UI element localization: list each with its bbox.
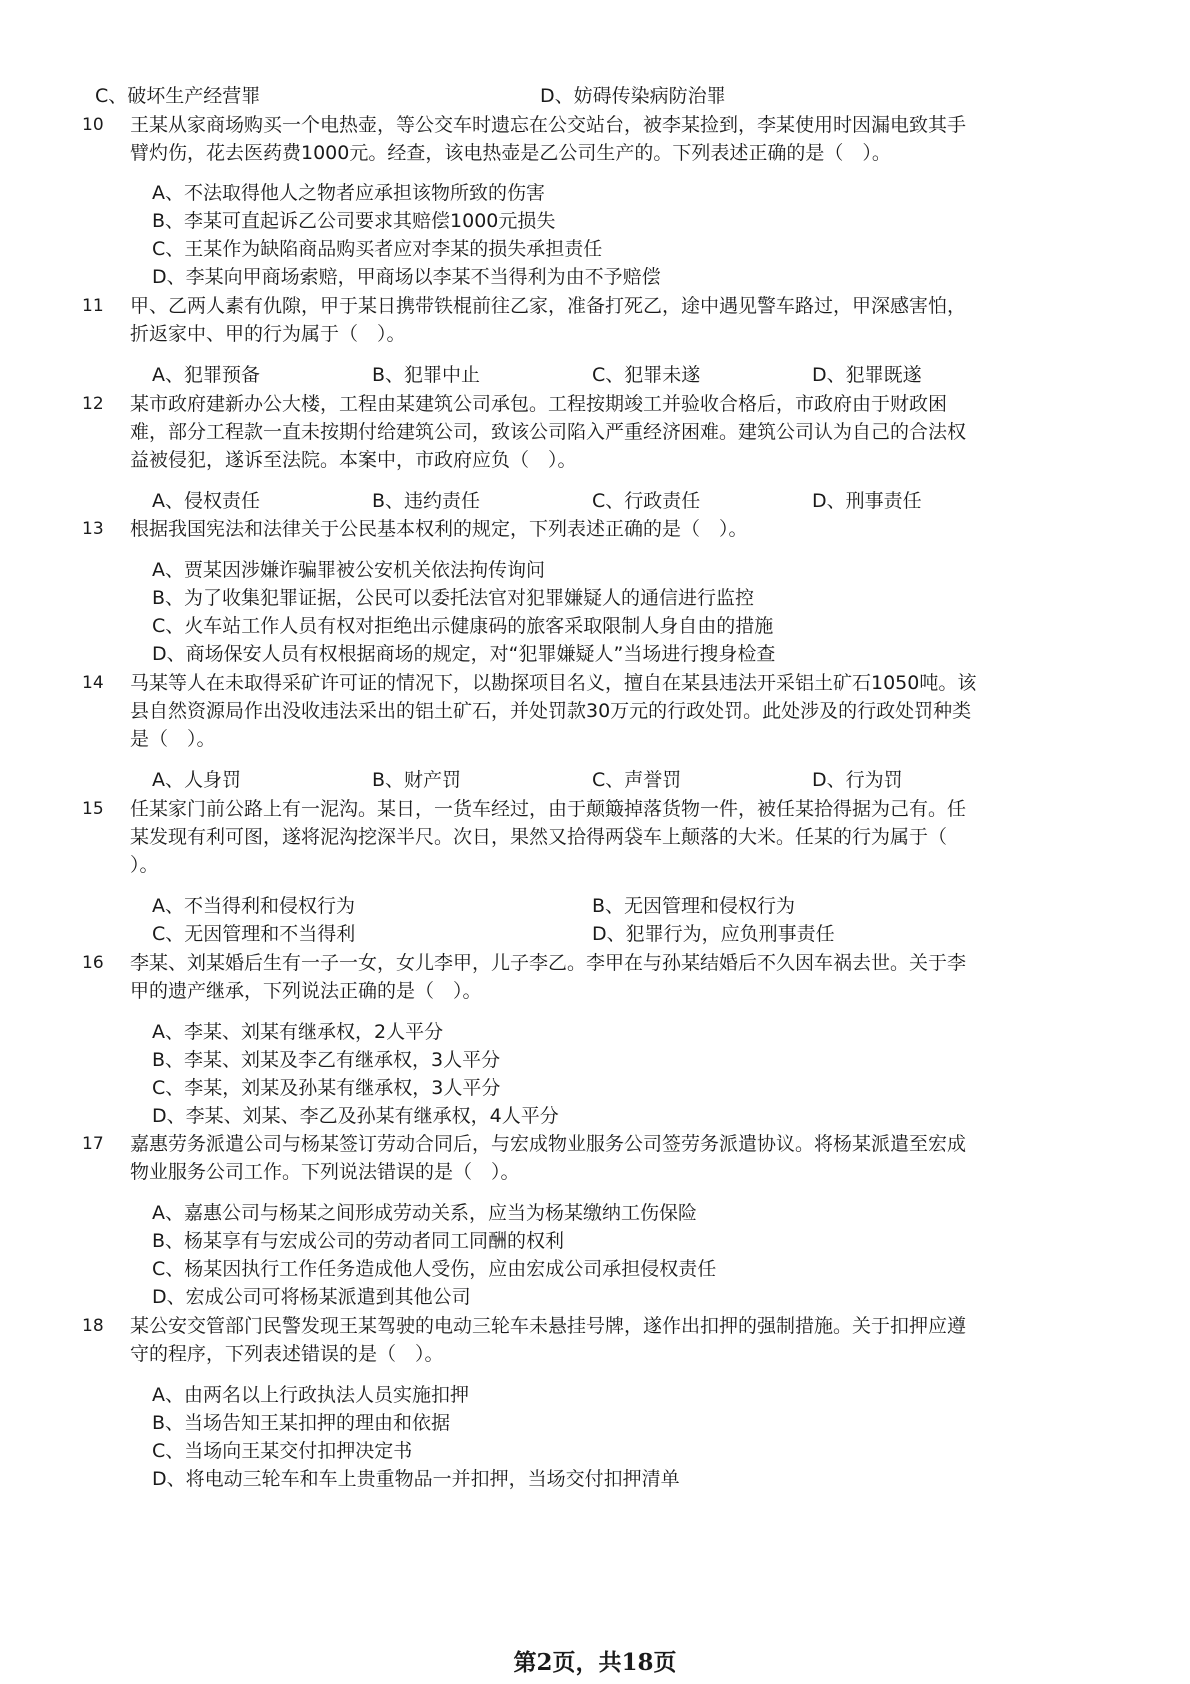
option: C、杨某因执行工作任务造成他人受伤，应由宏成公司承担侵权责任 bbox=[152, 1258, 717, 1280]
option: B、财产罚 bbox=[372, 769, 462, 791]
option: B、李某可直起诉乙公司要求其赔偿1000元损失 bbox=[152, 210, 556, 232]
q9-option-c: C、破坏生产经营罪 bbox=[95, 85, 261, 107]
question-number: 18 bbox=[82, 1316, 104, 1336]
option: D、李某向甲商场索赔，甲商场以李某不当得利为由不予赔偿 bbox=[152, 266, 661, 288]
question-stem: 臂灼伤，花去医药费1000元。经查，该电热壶是乙公司生产的。下列表述正确的是（ ）。 bbox=[130, 142, 891, 164]
option: B、无因管理和侵权行为 bbox=[592, 895, 796, 917]
option: A、贾某因涉嫌诈骗罪被公安机关依法拘传询问 bbox=[152, 559, 545, 581]
page-number-footer: 第2页，共18页 bbox=[513, 1649, 677, 1676]
question-stem: 任某家门前公路上有一泥沟。某日，一货车经过，由于颠簸掉落货物一件，被任某拾得据为己有。任 bbox=[130, 798, 967, 820]
option: B、杨某享有与宏成公司的劳动者同工同酬的权利 bbox=[152, 1230, 565, 1252]
option: C、行政责任 bbox=[592, 490, 701, 512]
question-stem: 某公安交管部门民警发现王某驾驶的电动三轮车未悬挂号牌，遂作出扣押的强制措施。关于扣押应遵 bbox=[130, 1315, 967, 1337]
option: A、不法取得他人之物者应承担该物所致的伤害 bbox=[152, 182, 545, 204]
option: D、将电动三轮车和车上贵重物品一并扣押，当场交付扣押清单 bbox=[152, 1468, 680, 1490]
option: C、火车站工作人员有权对拒绝出示健康码的旅客采取限制人身自由的措施 bbox=[152, 615, 774, 637]
question-number: 13 bbox=[82, 519, 104, 539]
question-stem: 难，部分工程款一直未按期付给建筑公司，致该公司陷入严重经济困难。建筑公司认为自己的合法权 bbox=[130, 421, 967, 443]
option: A、侵权责任 bbox=[152, 490, 260, 512]
question-number: 14 bbox=[82, 673, 104, 693]
option: C、无因管理和不当得利 bbox=[152, 923, 356, 945]
question-stem: 嘉惠劳务派遣公司与杨某签订劳动合同后，与宏成物业服务公司签劳务派遣协议。将杨某派遣至宏成 bbox=[130, 1133, 967, 1155]
question-stem: 李某、刘某婚后生有一子一女，女儿李甲，儿子李乙。李甲在与孙某结婚后不久因车祸去世。关于李 bbox=[130, 952, 967, 974]
option: B、李某、刘某及李乙有继承权，3人平分 bbox=[152, 1049, 501, 1071]
option: C、犯罪未遂 bbox=[592, 364, 701, 386]
option: A、犯罪预备 bbox=[152, 364, 260, 386]
q9-option-d: D、妨碍传染病防治罪 bbox=[540, 85, 726, 107]
question-stem: 马某等人在未取得采矿许可证的情况下，以勘探项目名义，擅自在某县违法开采铝土矿石1050吨。该 bbox=[130, 672, 977, 694]
question-number: 15 bbox=[82, 799, 104, 819]
option: D、刑事责任 bbox=[812, 490, 922, 512]
question-stem: 是（ ）。 bbox=[130, 728, 216, 750]
question-stem: 折返家中、甲的行为属于（ ）。 bbox=[130, 323, 406, 345]
option: A、李某、刘某有继承权，2人平分 bbox=[152, 1021, 444, 1043]
question-stem: 守的程序，下列表述错误的是（ ）。 bbox=[130, 1343, 444, 1365]
question-number: 16 bbox=[82, 953, 104, 973]
option: A、嘉惠公司与杨某之间形成劳动关系，应当为杨某缴纳工伤保险 bbox=[152, 1202, 697, 1224]
question-stem: 根据我国宪法和法律关于公民基本权利的规定，下列表述正确的是（ ）。 bbox=[130, 518, 748, 540]
option: D、犯罪行为，应负刑事责任 bbox=[592, 923, 835, 945]
question-stem: 王某从家商场购买一个电热壶，等公交车时遗忘在公交站台，被李某捡到，李某使用时因漏电致其手 bbox=[130, 114, 967, 136]
option: D、犯罪既遂 bbox=[812, 364, 922, 386]
question-number: 10 bbox=[82, 115, 104, 135]
option: A、由两名以上行政执法人员实施扣押 bbox=[152, 1384, 469, 1406]
question-number: 12 bbox=[82, 394, 104, 414]
question-number: 17 bbox=[82, 1134, 104, 1154]
option: D、李某、刘某、李乙及孙某有继承权，4人平分 bbox=[152, 1105, 559, 1127]
question-stem: 某发现有利可图，遂将泥沟挖深半尺。次日，果然又拾得两袋车上颠落的大米。任某的行为属于（ bbox=[130, 826, 948, 848]
question-stem: 县自然资源局作出没收违法采出的铝土矿石，并处罚款30万元的行政处罚。此处涉及的行政处罚种类 bbox=[130, 700, 972, 722]
option: D、宏成公司可将杨某派遣到其他公司 bbox=[152, 1286, 471, 1308]
question-stem: ）。 bbox=[130, 854, 159, 876]
option: B、为了收集犯罪证据，公民可以委托法官对犯罪嫌疑人的通信进行监控 bbox=[152, 587, 755, 609]
question-number: 11 bbox=[82, 296, 104, 316]
option: A、人身罚 bbox=[152, 769, 241, 791]
option: C、声誉罚 bbox=[592, 769, 682, 791]
question-stem: 甲的遗产继承，下列说法正确的是（ ）。 bbox=[130, 980, 482, 1002]
question-stem: 益被侵犯，遂诉至法院。本案中，市政府应负（ ）。 bbox=[130, 449, 577, 471]
option: D、行为罚 bbox=[812, 769, 903, 791]
question-stem: 物业服务公司工作。下列说法错误的是（ ）。 bbox=[130, 1161, 520, 1183]
option: C、李某，刘某及孙某有继承权，3人平分 bbox=[152, 1077, 501, 1099]
question-stem: 甲、乙两人素有仇隙，甲于某日携带铁棍前往乙家，准备打死乙，途中遇见警车路过，甲深感害怕， bbox=[130, 295, 967, 317]
option: C、王某作为缺陷商品购买者应对李某的损失承担责任 bbox=[152, 238, 603, 260]
option: B、当场告知王某扣押的理由和依据 bbox=[152, 1412, 451, 1434]
option: D、商场保安人员有权根据商场的规定，对“犯罪嫌疑人”当场进行搜身检查 bbox=[152, 643, 776, 665]
option: C、当场向王某交付扣押决定书 bbox=[152, 1440, 413, 1462]
option: A、不当得利和侵权行为 bbox=[152, 895, 355, 917]
option: B、违约责任 bbox=[372, 490, 481, 512]
question-stem: 某市政府建新办公大楼，工程由某建筑公司承包。工程按期竣工并验收合格后，市政府由于财政困 bbox=[130, 393, 948, 415]
option: B、犯罪中止 bbox=[372, 364, 481, 386]
